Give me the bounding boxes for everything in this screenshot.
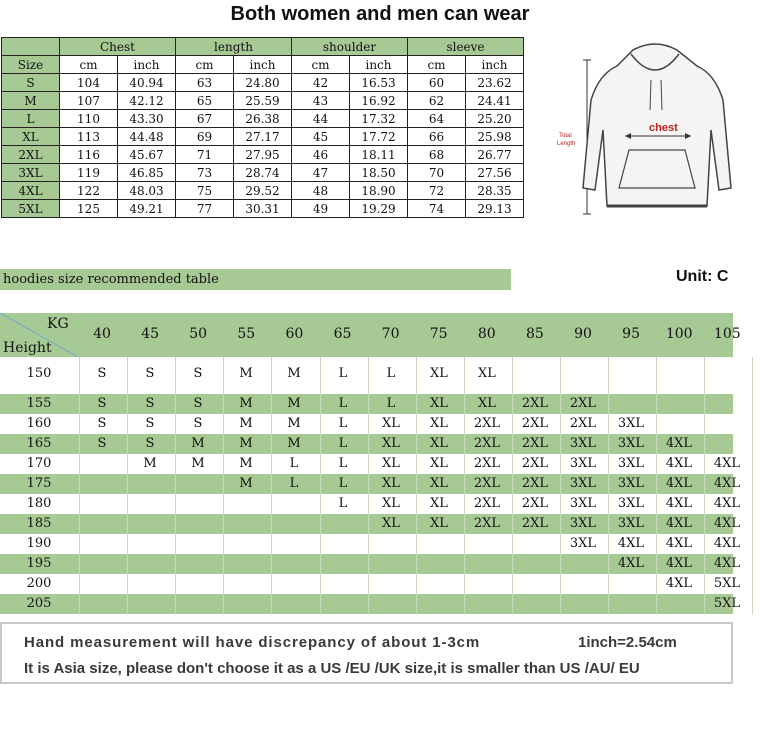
size-cell: M [239, 416, 253, 431]
size-cell: S [2, 74, 60, 92]
height-cell: 155 [26, 396, 52, 411]
size-cell: 4XL [665, 536, 693, 551]
size-cell: 4XL [713, 556, 741, 571]
table-row [2, 182, 524, 200]
size-cell: 2XL [521, 436, 549, 451]
measure-cell: 48.03 [118, 182, 176, 200]
measure-cell: 18.50 [350, 164, 408, 182]
measure-cell: 64 [408, 110, 466, 128]
measure-cell: 23.62 [466, 74, 524, 92]
measure-cell: 24.80 [234, 74, 292, 92]
size-cell: M [143, 456, 157, 471]
size-cell: 2XL [473, 516, 501, 531]
size-cell: L [386, 396, 396, 411]
measure-cell: 24.41 [466, 92, 524, 110]
measure-cell: 17.32 [350, 110, 408, 128]
size-cell: M [239, 436, 253, 451]
kg-header: 100 [665, 326, 693, 342]
measure-cell: 42 [292, 74, 350, 92]
height-cell: 175 [26, 476, 52, 491]
measure-cell: 122 [60, 182, 118, 200]
size-cell: L [338, 456, 348, 471]
measure-cell: 18.90 [350, 182, 408, 200]
size-cell: XL [430, 496, 448, 511]
measure-cell: 45.67 [118, 146, 176, 164]
unit-header: cm [292, 56, 350, 74]
size-cell: 4XL [713, 536, 741, 551]
height-cell: 180 [26, 496, 52, 511]
size-cell: 3XL [569, 456, 597, 471]
measure-cell: 66 [408, 128, 466, 146]
size-cell: 2XL [521, 456, 549, 471]
size-chart-group-row [2, 38, 524, 56]
size-cell: 3XL [617, 496, 645, 511]
size-cell: S [193, 396, 203, 411]
unit-header: inch [350, 56, 408, 74]
size-chart-table [1, 37, 524, 218]
measure-cell: 43.30 [118, 110, 176, 128]
measure-cell: 104 [60, 74, 118, 92]
size-cell: M [239, 396, 253, 411]
kg-label: KG [47, 316, 69, 332]
size-cell: 4XL [713, 516, 741, 531]
kg-header: 40 [93, 326, 111, 342]
table-row [2, 164, 524, 182]
size-cell: M [191, 436, 205, 451]
size-cell: 4XL [665, 456, 693, 471]
size-cell: 3XL [569, 496, 597, 511]
size-cell: 2XL [473, 416, 501, 431]
size-cell: M [287, 396, 301, 411]
measure-cell: 60 [408, 74, 466, 92]
size-cell: 4XL [665, 496, 693, 511]
height-cell: 195 [26, 556, 52, 571]
size-cell: 3XL [569, 536, 597, 551]
measure-cell: 42.12 [118, 92, 176, 110]
size-header: Size [2, 56, 60, 74]
total-label: Total [559, 133, 572, 139]
measure-cell: 69 [176, 128, 234, 146]
size-cell: M [287, 436, 301, 451]
size-cell: 2XL [521, 476, 549, 491]
size-cell: 2XL [473, 496, 501, 511]
unit-header: cm [60, 56, 118, 74]
asia-size-note: It is Asia size, please don't choose it as a US /EU /UK size,it is smaller than US /AU/ EU [24, 660, 640, 677]
measure-cell: 16.92 [350, 92, 408, 110]
measure-cell: 70 [408, 164, 466, 182]
recommend-table-title: hoodies size recommended table [0, 269, 511, 290]
kg-header: 60 [285, 326, 304, 342]
size-cell: S [193, 416, 203, 431]
size-cell: XL [382, 456, 400, 471]
size-cell: 4XL [713, 496, 741, 511]
size-cell: 2XL [473, 436, 501, 451]
size-cell: L [338, 436, 348, 451]
size-cell: S [145, 366, 155, 381]
measure-cell: 28.74 [234, 164, 292, 182]
table-row [2, 200, 524, 218]
measure-cell: 73 [176, 164, 234, 182]
size-cell: 2XL [521, 516, 549, 531]
size-cell: 5XL [2, 200, 60, 218]
unit-header: inch [118, 56, 176, 74]
kg-header: 45 [141, 326, 159, 342]
size-cell: XL [382, 516, 400, 531]
size-cell: L [338, 366, 348, 381]
table-row [2, 128, 524, 146]
corner-cell [2, 38, 60, 56]
size-cell: S [193, 366, 203, 381]
measure-cell: 16.53 [350, 74, 408, 92]
size-cell: L [338, 496, 348, 511]
measure-cell: 71 [176, 146, 234, 164]
size-cell: 4XL [665, 476, 693, 491]
size-cell: XL [2, 128, 60, 146]
size-cell: L [338, 476, 348, 491]
measure-cell: 46 [292, 146, 350, 164]
size-cell: M [191, 456, 205, 471]
size-cell: 3XL [617, 516, 645, 531]
size-cell: XL [430, 436, 448, 451]
group-header: Chest [60, 38, 176, 56]
size-cell: 3XL [2, 164, 60, 182]
size-cell: XL [382, 436, 400, 451]
size-cell: 3XL [617, 416, 645, 431]
size-cell: L [2, 110, 60, 128]
kg-header: 105 [713, 326, 741, 342]
measure-cell: 74 [408, 200, 466, 218]
measure-cell: 30.31 [234, 200, 292, 218]
size-cell: L [338, 416, 348, 431]
grid-line [752, 357, 753, 615]
unit-label: Unit: C [676, 268, 729, 285]
size-cell: 4XL [665, 436, 693, 451]
measure-cell: 116 [60, 146, 118, 164]
measure-cell: 26.38 [234, 110, 292, 128]
page-title: Both women and men can wear [230, 3, 530, 25]
unit-header: inch [466, 56, 524, 74]
kg-header: 55 [237, 326, 256, 342]
size-cell: L [289, 456, 299, 471]
measure-cell: 65 [176, 92, 234, 110]
size-cell: 2XL [521, 396, 549, 411]
height-label: Height [3, 340, 52, 356]
unit-header: cm [408, 56, 466, 74]
size-cell: 2XL [521, 496, 549, 511]
measure-cell: 18.11 [350, 146, 408, 164]
size-chart-unit-row [2, 56, 524, 74]
measure-cell: 27.17 [234, 128, 292, 146]
height-cell: 165 [26, 436, 52, 451]
height-cell: 150 [26, 366, 52, 381]
height-cell: 160 [26, 416, 52, 431]
size-cell: XL [430, 416, 448, 431]
measure-cell: 68 [408, 146, 466, 164]
size-cell: 2XL [2, 146, 60, 164]
size-cell: 4XL [665, 576, 693, 591]
size-cell: XL [430, 456, 448, 471]
measure-cell: 25.20 [466, 110, 524, 128]
measure-cell: 44 [292, 110, 350, 128]
size-cell: S [97, 416, 107, 431]
conversion-note: 1inch=2.54cm [578, 634, 677, 651]
group-header: shoulder [292, 38, 408, 56]
measure-cell: 63 [176, 74, 234, 92]
size-cell: M [239, 456, 253, 471]
measure-cell: 19.29 [350, 200, 408, 218]
measure-cell: 72 [408, 182, 466, 200]
measure-cell: 62 [408, 92, 466, 110]
measure-cell: 77 [176, 200, 234, 218]
size-cell: 3XL [617, 476, 645, 491]
size-cell: S [145, 396, 155, 411]
size-cell: XL [478, 396, 496, 411]
measure-cell: 110 [60, 110, 118, 128]
size-cell: 2XL [473, 476, 501, 491]
size-cell: M [287, 416, 301, 431]
kg-header: 50 [189, 326, 208, 342]
size-cell: 4XL [713, 476, 741, 491]
size-cell: 4XL [617, 536, 645, 551]
discrepancy-note: Hand measurement will have discrepancy of about 1-3cm [24, 634, 481, 651]
size-cell: L [289, 476, 299, 491]
size-cell: XL [382, 416, 400, 431]
measure-cell: 119 [60, 164, 118, 182]
size-cell: 2XL [569, 396, 597, 411]
measure-cell: 25.98 [466, 128, 524, 146]
table-row [0, 594, 733, 614]
size-cell: S [97, 366, 107, 381]
size-cell: M [239, 476, 253, 491]
measure-cell: 25.59 [234, 92, 292, 110]
length-label: Length [557, 141, 576, 147]
size-cell: XL [430, 516, 448, 531]
table-row [2, 74, 524, 92]
size-cell: 4XL [713, 456, 741, 471]
measure-cell: 27.95 [234, 146, 292, 164]
height-cell: 205 [26, 596, 52, 611]
kg-header: 90 [574, 326, 592, 342]
size-cell: L [386, 366, 396, 381]
kg-header: 85 [525, 326, 544, 342]
group-header: length [176, 38, 292, 56]
measure-cell: 43 [292, 92, 350, 110]
measure-cell: 47 [292, 164, 350, 182]
size-cell: 2XL [473, 456, 501, 471]
size-cell: XL [430, 366, 448, 381]
size-cell: M [2, 92, 60, 110]
measure-cell: 107 [60, 92, 118, 110]
size-cell: 5XL [713, 596, 741, 611]
size-cell: 3XL [569, 436, 597, 451]
table-row [2, 146, 524, 164]
size-cell: S [145, 416, 155, 431]
height-cell: 185 [26, 516, 52, 531]
size-cell: XL [430, 396, 448, 411]
size-cell: M [287, 366, 301, 381]
size-cell: XL [430, 476, 448, 491]
measure-cell: 44.48 [118, 128, 176, 146]
kg-header: 70 [381, 326, 400, 342]
size-cell: 4XL [2, 182, 60, 200]
unit-header: cm [176, 56, 234, 74]
measure-cell: 29.13 [466, 200, 524, 218]
measure-cell: 49 [292, 200, 350, 218]
size-cell: 4XL [617, 556, 645, 571]
table-row [2, 92, 524, 110]
measure-cell: 46.85 [118, 164, 176, 182]
height-cell: 170 [26, 456, 52, 471]
kg-header: 75 [429, 326, 448, 342]
size-cell: S [145, 436, 155, 451]
size-cell: M [239, 366, 253, 381]
table-row [0, 574, 733, 594]
table-row [2, 110, 524, 128]
measure-cell: 125 [60, 200, 118, 218]
size-cell: 3XL [569, 516, 597, 531]
size-cell: XL [478, 366, 496, 381]
chest-label: chest [649, 122, 678, 134]
size-cell: 3XL [617, 456, 645, 471]
measure-cell: 48 [292, 182, 350, 200]
size-cell: 2XL [569, 416, 597, 431]
size-cell: 3XL [569, 476, 597, 491]
measure-cell: 49.21 [118, 200, 176, 218]
size-cell: 4XL [665, 556, 693, 571]
kg-header: 95 [622, 326, 640, 342]
measure-cell: 113 [60, 128, 118, 146]
measure-cell: 45 [292, 128, 350, 146]
size-cell: XL [382, 476, 400, 491]
measure-cell: 75 [176, 182, 234, 200]
size-cell: S [97, 396, 107, 411]
hoodie-measurement-diagram [555, 38, 733, 223]
measure-cell: 67 [176, 110, 234, 128]
size-cell: XL [382, 496, 400, 511]
height-cell: 200 [26, 576, 52, 591]
size-cell: 2XL [521, 416, 549, 431]
measure-cell: 27.56 [466, 164, 524, 182]
measure-cell: 26.77 [466, 146, 524, 164]
size-cell: 3XL [617, 436, 645, 451]
kg-header: 80 [477, 326, 496, 342]
measure-cell: 40.94 [118, 74, 176, 92]
measure-cell: 29.52 [234, 182, 292, 200]
kg-header: 65 [333, 326, 352, 342]
size-cell: 5XL [713, 576, 741, 591]
measure-cell: 17.72 [350, 128, 408, 146]
group-header: sleeve [408, 38, 524, 56]
size-cell: L [338, 396, 348, 411]
size-cell: S [97, 436, 107, 451]
hoodie-icon [555, 38, 733, 223]
measure-cell: 28.35 [466, 182, 524, 200]
notes-box [0, 622, 733, 684]
unit-header: inch [234, 56, 292, 74]
size-cell: 4XL [665, 516, 693, 531]
height-cell: 190 [26, 536, 52, 551]
